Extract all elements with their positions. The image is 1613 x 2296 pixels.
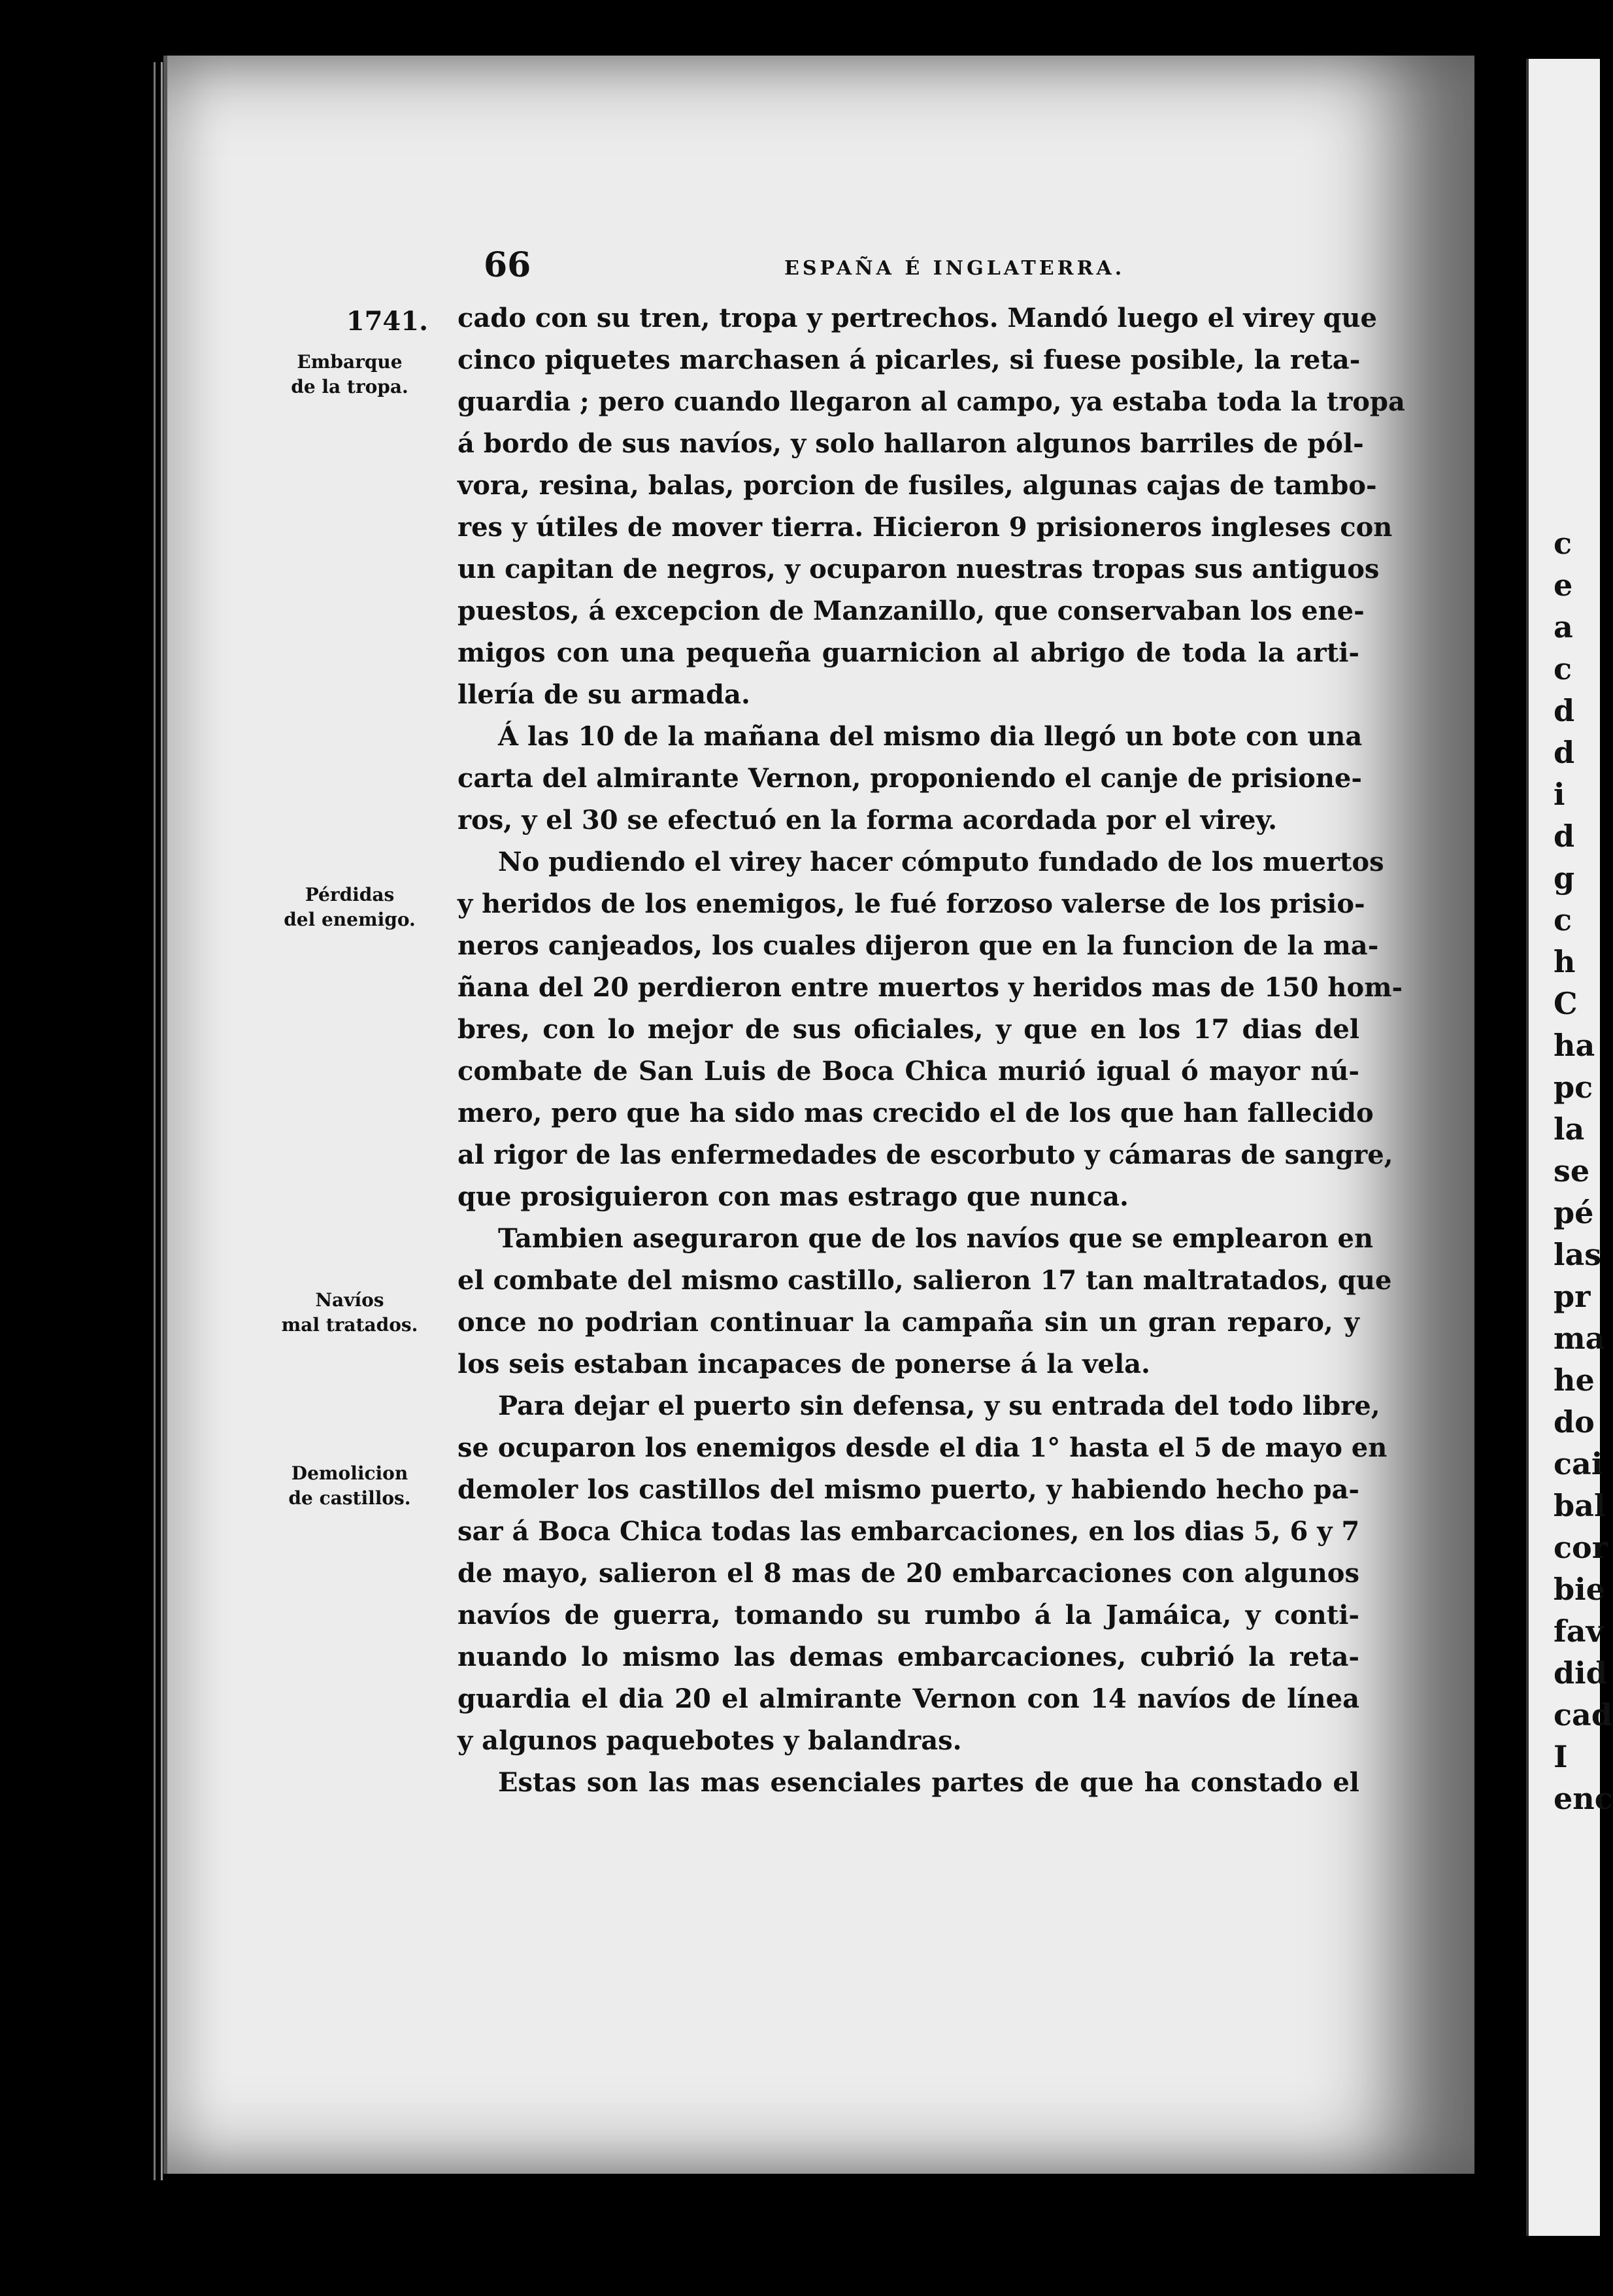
facing-page-fragment: pé [1554, 1195, 1594, 1230]
text-line: ñana del 20 perdieron entre muertos y heridos mas de 150 hom- [457, 972, 1403, 1003]
running-head: ESPAÑA É INGLATERRA. [784, 257, 1125, 280]
margin-note-line: del enemigo. [284, 909, 416, 930]
facing-page-fragment: e [1554, 567, 1573, 603]
facing-page-fragment: h [1554, 944, 1576, 979]
facing-page-fragment: c [1554, 651, 1572, 686]
text-line: puestos, á excepcion de Manzanillo, que conservaban los ene- [457, 596, 1365, 626]
facing-page-fragment: ma [1554, 1321, 1605, 1356]
text-line: de mayo, salieron el 8 mas de 20 embarcaciones con algunos [457, 1558, 1359, 1589]
text-line: navíos de guerra, tomando su rumbo á la Jamáica, y conti- [457, 1600, 1359, 1630]
text-line: y algunos paquebotes y balandras. [457, 1725, 962, 1756]
text-line: cado con su tren, tropa y pertrechos. Mandó luego el virey que [457, 303, 1377, 333]
facing-page-fragment: pc [1554, 1070, 1593, 1105]
text-line: vora, resina, balas, porcion de fusiles, algunas cajas de tambo- [457, 470, 1377, 501]
text-line: Á las 10 de la mañana del mismo dia llegó un bote con una [498, 721, 1363, 752]
margin-year: 1741. [346, 306, 428, 337]
text-line: No pudiendo el virey hacer cómputo fundado de los muertos [498, 847, 1384, 877]
text-line: sar á Boca Chica todas las embarcaciones, en los dias 5, 6 y 7 [457, 1516, 1360, 1547]
facing-page-fragment: a [1554, 609, 1573, 645]
facing-page-fragment: se [1554, 1153, 1590, 1189]
facing-page-fragment: las [1554, 1237, 1602, 1272]
facing-page-fragment: cai [1554, 1446, 1603, 1481]
margin-note-line: Navíos [315, 1289, 384, 1311]
text-line: guardia el dia 20 el almirante Vernon con 14 navíos de línea [457, 1683, 1359, 1714]
facing-page-fragment: d [1554, 693, 1575, 728]
text-line: nuando lo mismo las demas embarcaciones, cubrió la reta- [457, 1642, 1359, 1672]
text-line: llería de su armada. [457, 679, 750, 710]
page-header [484, 245, 1333, 291]
facing-page-fragment: bal [1554, 1488, 1606, 1523]
facing-page-fragment: pr [1554, 1279, 1591, 1314]
margin-note-perdidas [274, 883, 425, 932]
text-line: Estas son las mas esenciales partes de que ha constado el [498, 1767, 1359, 1798]
facing-page-fragment: cad [1554, 1697, 1612, 1732]
page-number: 66 [484, 245, 531, 285]
text-line: á bordo de sus navíos, y solo hallaron algunos barriles de pól- [457, 428, 1364, 459]
text-line: Para dejar el puerto sin defensa, y su entrada del todo libre, [498, 1391, 1380, 1421]
facing-page-fragment: d [1554, 819, 1575, 854]
facing-page-fragment: d [1554, 735, 1575, 770]
facing-page-fragment: C [1554, 986, 1578, 1021]
margin-note-line: mal tratados. [281, 1314, 418, 1336]
facing-page-fragment: c [1554, 902, 1572, 937]
text-line: once no podrian continuar la campaña sin un gran reparo, y [457, 1307, 1359, 1338]
text-line: se ocuparon los enemigos desde el dia 1° hasta el 5 de mayo en [457, 1432, 1388, 1463]
text-line: bres, con lo mejor de sus oficiales, y que en los 17 dias del [457, 1014, 1359, 1045]
margin-note-navios [274, 1288, 425, 1338]
text-line: res y útiles de mover tierra. Hicieron 9 prisioneros ingleses con [457, 512, 1393, 543]
text-line: el combate del mismo castillo, salieron 17 tan maltratados, que [457, 1265, 1392, 1296]
facing-page-fragment: ha [1554, 1028, 1595, 1063]
margin-note-line: Demolicion [291, 1462, 408, 1484]
text-line: carta del almirante Vernon, proponiendo el canje de prisione- [457, 763, 1362, 794]
text-line: demoler los castillos del mismo puerto, y habiendo hecho pa- [457, 1474, 1359, 1505]
facing-page-fragment: fav [1554, 1613, 1604, 1649]
text-line: al rigor de las enfermedades de escorbuto y cámaras de sangre, [457, 1140, 1393, 1170]
text-line: que prosiguieron con mas estrago que nunca. [457, 1181, 1129, 1212]
text-line: un capitan de negros, y ocuparon nuestras tropas sus antiguos [457, 554, 1380, 584]
facing-page-fragment: cor [1554, 1530, 1608, 1565]
margin-note-line: Embarque [297, 351, 403, 373]
facing-page-fragment: do [1554, 1404, 1595, 1440]
text-line: ros, y el 30 se efectuó en la forma acordada por el virey. [457, 805, 1278, 836]
facing-page-fragment: c [1554, 526, 1572, 561]
facing-page-edge [1526, 59, 1613, 2236]
margin-note-embarque [274, 350, 425, 399]
facing-page-fragment: g [1554, 860, 1575, 896]
facing-page-fragment: enc [1554, 1781, 1613, 1816]
text-line: mero, pero que ha sido mas crecido el de los que han fallecido [457, 1098, 1374, 1128]
facing-page-fragment: did [1554, 1655, 1607, 1691]
margin-note-demolicion [274, 1461, 425, 1511]
facing-page-fragment: la [1554, 1111, 1585, 1147]
margin-note-line: Pérdidas [305, 884, 395, 905]
facing-page-fragment: i [1554, 777, 1565, 812]
margin-note-line: de castillos. [288, 1487, 411, 1509]
text-line: cinco piquetes marchasen á picarles, si fuese posible, la reta- [457, 345, 1361, 375]
facing-page-fragment: I [1554, 1739, 1568, 1774]
text-line: Tambien aseguraron que de los navíos que se emplearon en [498, 1223, 1374, 1254]
text-line: guardia ; pero cuando llegaron al campo, ya estaba toda la tropa [457, 386, 1405, 417]
binding-edge [154, 62, 163, 2180]
margin-note-line: de la tropa. [291, 376, 408, 397]
facing-page-fragment: bie [1554, 1572, 1605, 1607]
text-line: y heridos de los enemigos, le fué forzoso valerse de los prisio- [457, 888, 1365, 919]
text-line: combate de San Luis de Boca Chica murió igual ó mayor nú- [457, 1056, 1359, 1087]
body-text [457, 297, 1405, 1804]
text-line: los seis estaban incapaces de ponerse á la vela. [457, 1349, 1150, 1379]
text-line: neros canjeados, los cuales dijeron que en la funcion de la ma- [457, 930, 1379, 961]
facing-page-fragment: he [1554, 1362, 1595, 1398]
text-line: migos con una pequeña guarnicion al abrigo de toda la arti- [457, 637, 1359, 668]
